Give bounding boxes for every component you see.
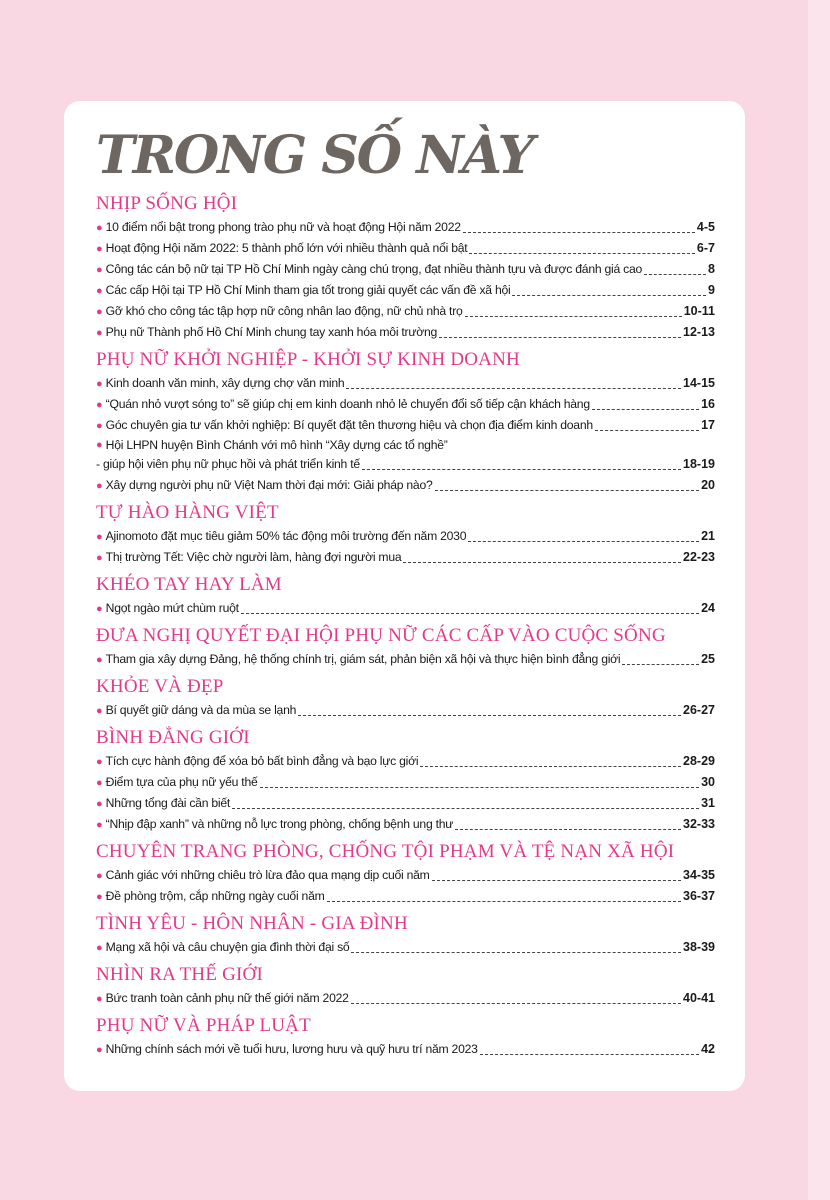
entry-title: Tích cực hành động để xóa bỏ bất bình đẳng và bạo lực giới: [105, 754, 419, 768]
page-number: 36-37: [683, 889, 715, 903]
bullet-icon: ●: [96, 891, 103, 903]
dot-leader: [480, 1045, 699, 1055]
page-number: 6-7: [696, 241, 715, 255]
toc-entry[interactable]: [96, 772, 715, 793]
entry-title: Cảnh giác với những chiêu trò lừa đảo qua mạng dịp cuối năm: [105, 868, 430, 882]
entry-title: Bí quyết giữ dáng và da mùa se lạnh: [105, 703, 297, 717]
page-number: 42: [701, 1042, 715, 1056]
dot-leader: [403, 553, 681, 563]
dot-leader: [435, 481, 700, 491]
page-number: 21: [701, 529, 715, 543]
page-edge: [808, 0, 830, 1200]
bullet-icon: ●: [96, 777, 103, 789]
section-title: CHUYÊN TRANG PHÒNG, CHỐNG TỘI PHẠM VÀ TỆ NẠN XÃ HỘI: [96, 841, 675, 862]
bullet-icon: ●: [96, 264, 103, 276]
toc-entry[interactable]: [96, 475, 715, 496]
toc-entry[interactable]: [96, 238, 715, 259]
page-number: 22-23: [683, 550, 715, 564]
toc-entry[interactable]: [96, 373, 715, 394]
toc-entry[interactable]: [96, 217, 715, 238]
toc-entry[interactable]: [96, 280, 715, 301]
bullet-icon: ●: [96, 654, 103, 666]
dot-leader: [512, 286, 706, 296]
entry-title: Hoạt động Hội năm 2022: 5 thành phố lớn với nhiều thành quả nổi bật: [105, 241, 468, 255]
page-number: 25: [701, 652, 715, 666]
page-number: 28-29: [683, 754, 715, 768]
dot-leader: [232, 799, 699, 809]
page-title: TRONG SỐ NÀY: [96, 125, 533, 186]
entry-title: Thị trường Tết: Việc chờ người làm, hàng đợi người mua: [105, 550, 402, 564]
toc-section: [96, 349, 715, 496]
section-title: TỰ HÀO HÀNG VIỆT: [96, 502, 279, 523]
entry-title: Ajinomoto đặt mục tiêu giảm 50% tác động môi trường đến năm 2030: [105, 529, 467, 543]
toc-entry[interactable]: [96, 886, 715, 907]
dot-leader: [298, 706, 681, 716]
page-number: 9: [708, 283, 715, 297]
section-title: TÌNH YÊU - HÔN NHÂN - GIA ĐÌNH: [96, 913, 408, 934]
toc-section: [96, 625, 715, 670]
bullet-icon: ●: [96, 439, 103, 451]
toc-entry[interactable]: [96, 526, 715, 547]
toc-entry[interactable]: [96, 751, 715, 772]
page-number: 34-35: [683, 868, 715, 882]
dot-leader: [595, 421, 699, 431]
entry-title: Góc chuyên gia tư vấn khởi nghiệp: Bí quyết đặt tên thương hiệu và chọn địa điểm kinh doanh: [105, 418, 593, 432]
toc-entry[interactable]: [96, 598, 715, 619]
dot-leader: [469, 244, 695, 254]
page-number: 20: [701, 478, 715, 492]
dot-leader: [420, 757, 681, 767]
page-number: 31: [701, 796, 715, 810]
toc-entry[interactable]: [96, 415, 715, 436]
entry-title: Phụ nữ Thành phố Hồ Chí Minh chung tay xanh hóa môi trường: [105, 325, 438, 339]
page-number: 32-33: [683, 817, 715, 831]
bullet-icon: ●: [96, 870, 103, 882]
toc-section: [96, 841, 715, 907]
section-title: NHÌN RA THẾ GIỚI: [96, 964, 263, 985]
dot-leader: [327, 892, 682, 902]
bullet-icon: ●: [96, 420, 103, 432]
entry-title: “Nhịp đập xanh” và những nỗ lực trong phòng, chống bệnh ung thư: [105, 817, 454, 831]
dot-leader: [465, 307, 682, 317]
dot-leader: [622, 655, 699, 665]
bullet-icon: ●: [96, 378, 103, 390]
page-number: 10-11: [683, 304, 715, 318]
dot-leader: [351, 943, 681, 953]
toc-entry[interactable]: [96, 436, 715, 475]
bullet-icon: ●: [96, 603, 103, 615]
section-title: PHỤ NỮ KHỞI NGHIỆP - KHỞI SỰ KINH DOANH: [96, 349, 520, 370]
dot-leader: [468, 532, 699, 542]
toc-section: [96, 574, 715, 619]
bullet-icon: ●: [96, 531, 103, 543]
dot-leader: [241, 604, 699, 614]
bullet-icon: ●: [96, 552, 103, 564]
toc-section: [96, 964, 715, 1009]
bullet-icon: ●: [96, 993, 103, 1005]
bullet-icon: ●: [96, 798, 103, 810]
section-title: KHỎE VÀ ĐẸP: [96, 676, 224, 697]
section-title: KHÉO TAY HAY LÀM: [96, 574, 282, 595]
bullet-icon: ●: [96, 306, 103, 318]
toc-entry[interactable]: [96, 649, 715, 670]
section-title: NHỊP SỐNG HỘI: [96, 193, 238, 214]
page-number: 40-41: [683, 991, 715, 1005]
dot-leader: [439, 328, 681, 338]
toc-section: [96, 1015, 715, 1060]
bullet-icon: ●: [96, 756, 103, 768]
dot-leader: [260, 778, 700, 788]
entry-title: Tham gia xây dựng Đảng, hệ thống chính trị, giám sát, phản biện xã hội và thực hiện bình đẳng giới: [105, 652, 621, 666]
entry-title: Điểm tựa của phụ nữ yếu thế: [105, 775, 258, 789]
page-number: 26-27: [683, 703, 715, 717]
section-title: PHỤ NỮ VÀ PHÁP LUẬT: [96, 1015, 311, 1036]
bullet-icon: ●: [96, 819, 103, 831]
bullet-icon: ●: [96, 285, 103, 297]
bullet-icon: ●: [96, 399, 103, 411]
page-number: 12-13: [683, 325, 715, 339]
section-title: BÌNH ĐẲNG GIỚI: [96, 727, 250, 748]
dot-leader: [346, 379, 681, 389]
page-number: 30: [701, 775, 715, 789]
page-number: 16: [701, 397, 715, 411]
entry-title-continued: - giúp hội viên phụ nữ phục hồi và phát triển kinh tế: [96, 457, 360, 471]
dot-leader: [351, 994, 681, 1004]
page-number: 24: [701, 601, 715, 615]
bullet-icon: ●: [96, 480, 103, 492]
bullet-icon: ●: [96, 243, 103, 255]
toc-entry[interactable]: [96, 988, 715, 1009]
toc-entry[interactable]: [96, 394, 715, 415]
entry-title: Công tác cán bộ nữ tại TP Hồ Chí Minh ngày càng chú trọng, đạt nhiều thành tựu và được đánh giá cao: [105, 262, 643, 276]
page-number: 14-15: [683, 376, 715, 390]
toc-entry[interactable]: [96, 1039, 715, 1060]
toc-entry[interactable]: [96, 937, 715, 958]
bullet-icon: ●: [96, 942, 103, 954]
entry-title: Ngọt ngào mứt chùm ruột: [105, 601, 239, 615]
entry-title: Mạng xã hội và câu chuyện gia đình thời đại số: [105, 940, 350, 954]
dot-leader: [362, 460, 681, 470]
toc-entry[interactable]: [96, 322, 715, 343]
entry-title: Những chính sách mới về tuổi hưu, lương hưu và quỹ hưu trí năm 2023: [105, 1042, 478, 1056]
page-number: 38-39: [683, 940, 715, 954]
entry-title: 10 điểm nổi bật trong phong trào phụ nữ và hoạt động Hội năm 2022: [105, 220, 461, 234]
page-number: 8: [708, 262, 715, 276]
toc-entry[interactable]: [96, 865, 715, 886]
toc-entry[interactable]: [96, 259, 715, 280]
dot-leader: [644, 265, 706, 275]
dot-leader: [432, 871, 681, 881]
entry-title: Những tổng đài cần biết: [105, 796, 231, 810]
table-of-contents: [96, 193, 715, 1060]
dot-leader: [592, 400, 699, 410]
bullet-icon: ●: [96, 222, 103, 234]
page-number: 17: [701, 418, 715, 432]
entry-title: Kinh doanh văn minh, xây dựng chợ văn minh: [105, 376, 345, 390]
page-number: 4-5: [696, 220, 715, 234]
entry-title: Các cấp Hội tại TP Hồ Chí Minh tham gia tốt trong giải quyết các vấn đề xã hội: [105, 283, 511, 297]
contents-card: [64, 101, 745, 1091]
entry-title: Đề phòng trộm, cắp những ngày cuối năm: [105, 889, 325, 903]
section-title: ĐƯA NGHỊ QUYẾT ĐẠI HỘI PHỤ NỮ CÁC CẤP VÀO CUỘC SỐNG: [96, 625, 666, 646]
toc-entry[interactable]: [96, 301, 715, 322]
toc-section: [96, 676, 715, 721]
bullet-icon: ●: [96, 327, 103, 339]
toc-entry[interactable]: [96, 547, 715, 568]
entry-title: “Quán nhỏ vượt sóng to” sẽ giúp chị em kinh doanh nhỏ lẻ chuyển đổi số tiếp cận khách hàng: [105, 397, 590, 411]
toc-section: [96, 727, 715, 835]
toc-section: [96, 913, 715, 958]
toc-entry[interactable]: [96, 700, 715, 721]
entry-title: Gỡ khó cho công tác tập hợp nữ công nhân lao động, nữ chủ nhà trọ: [105, 304, 463, 318]
bullet-icon: ●: [96, 1044, 103, 1056]
page-number: 18-19: [683, 457, 715, 471]
dot-leader: [463, 223, 695, 233]
entry-title: Xây dựng người phụ nữ Việt Nam thời đại mới: Giải pháp nào?: [105, 478, 433, 492]
bullet-icon: ●: [96, 705, 103, 717]
toc-section: [96, 502, 715, 568]
toc-section: [96, 193, 715, 343]
toc-entry[interactable]: [96, 814, 715, 835]
entry-title: Hội LHPN huyện Bình Chánh với mô hình “Xây dựng các tổ nghề”: [105, 438, 448, 452]
dot-leader: [455, 820, 681, 830]
entry-title: Bức tranh toàn cảnh phụ nữ thế giới năm 2022: [105, 991, 349, 1005]
toc-entry[interactable]: [96, 793, 715, 814]
